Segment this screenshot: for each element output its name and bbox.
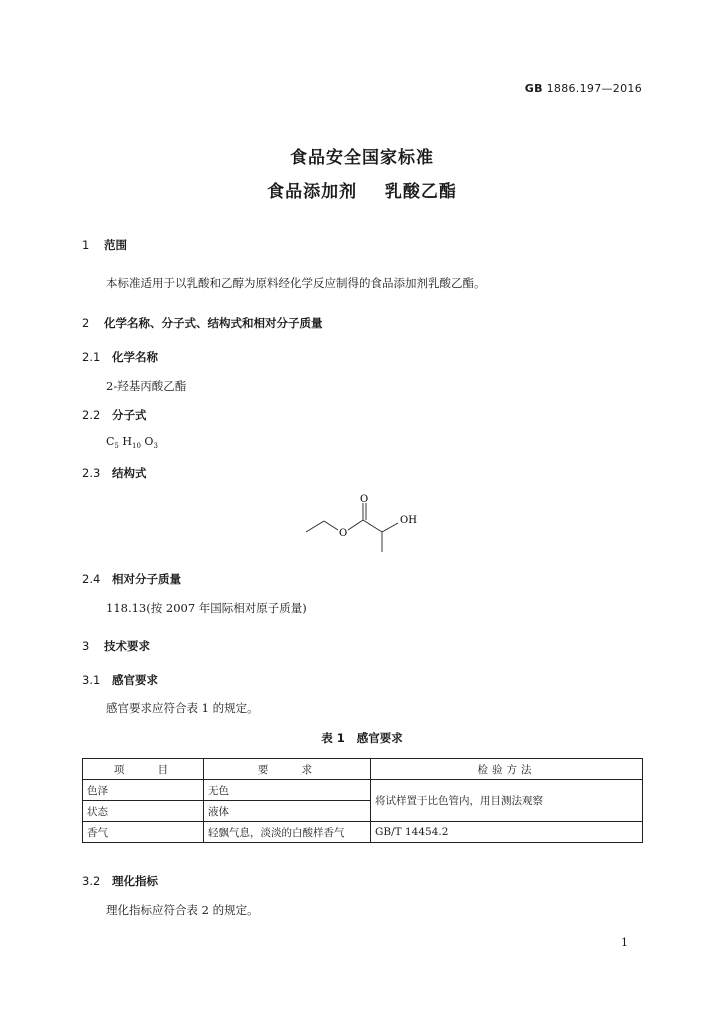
section-2-1-heading: [82, 349, 158, 365]
table-row: [83, 780, 643, 801]
molecular-formula: [106, 435, 158, 450]
document-title-line1: 食品安全国家标准: [290, 148, 434, 168]
section-2-4-heading: [82, 571, 181, 587]
section-3-1-text: 感官要求应符合表 1 的规定。: [106, 701, 259, 715]
formula-element: O: [144, 435, 154, 448]
header-test-method: 检验方法: [371, 759, 643, 780]
section-title: 化学名称、分子式、结构式和相对分子质量: [104, 316, 323, 330]
section-3-1-heading: [82, 672, 158, 688]
cell-item: 香气: [83, 822, 204, 843]
table-1-caption: 表 1 感官要求: [321, 731, 403, 745]
section-1-text: 本标准适用于以乳酸和乙醇为原料经化学反应制得的食品添加剂乳酸乙酯。: [106, 276, 486, 290]
section-3-2-heading: [82, 873, 158, 889]
header-requirement: 要 求: [204, 759, 371, 780]
section-number: 2.4: [82, 572, 101, 586]
cell-requirement: 无色: [204, 780, 371, 801]
cell-method-merged: 将试样置于比色管内，用目测法观察: [371, 780, 643, 822]
section-2-heading: [82, 315, 323, 331]
section-number: 2: [82, 316, 90, 330]
hydroxyl-group: OH: [400, 515, 417, 526]
cell-method: GB/T 14454.2: [371, 822, 643, 843]
standard-code: [525, 82, 642, 95]
section-title: 分子式: [112, 408, 147, 422]
section-number: 1: [82, 238, 90, 252]
section-2-2-heading: [82, 407, 147, 423]
section-number: 2.3: [82, 466, 101, 480]
section-1-heading: [82, 237, 127, 253]
atom-oxygen-carbonyl: O: [360, 494, 369, 505]
section-title: 感官要求: [112, 673, 158, 687]
cell-item: 状态: [83, 801, 204, 822]
formula-element: H: [122, 435, 132, 448]
section-title: 化学名称: [112, 350, 158, 364]
section-number: 3.1: [82, 673, 101, 687]
section-number: 2.2: [82, 408, 101, 422]
formula-subscript: 5: [114, 442, 119, 451]
formula-subscript: 3: [153, 442, 158, 451]
structural-formula: [300, 488, 440, 558]
formula-element: C: [106, 435, 115, 448]
section-title: 结构式: [112, 466, 147, 480]
table-row: [83, 822, 643, 843]
page-number: 1: [621, 936, 628, 949]
header-item: 项 目: [83, 759, 204, 780]
section-3-2-text: 理化指标应符合表 2 的规定。: [106, 903, 259, 917]
cell-requirement: 轻飘气息，淡淡的白酸样香气: [204, 822, 371, 843]
standard-code-number: 1886.197—2016: [546, 82, 642, 95]
section-3-heading: [82, 638, 150, 654]
section-title: 相对分子质量: [112, 572, 181, 586]
chemical-name: 2-羟基丙酸乙酯: [106, 379, 187, 393]
section-2-3-heading: [82, 465, 147, 481]
cell-requirement: 液体: [204, 801, 371, 822]
sensory-requirements-table: [82, 758, 643, 843]
section-title: 技术要求: [104, 639, 150, 653]
atom-oxygen-ester: O: [339, 528, 348, 539]
section-title: 范围: [104, 238, 127, 252]
molecular-mass: 118.13(按 2007 年国际相对原子质量): [106, 601, 307, 615]
standard-code-prefix: GB: [524, 82, 543, 95]
section-number: 3.2: [82, 874, 101, 888]
formula-subscript: 10: [131, 442, 141, 451]
section-number: 2.1: [82, 350, 101, 364]
section-number: 3: [82, 639, 90, 653]
section-title: 理化指标: [112, 874, 158, 888]
table-header-row: [83, 759, 643, 780]
document-title-line2: 食品添加剂 乳酸乙酯: [267, 182, 457, 202]
cell-item: 色泽: [83, 780, 204, 801]
